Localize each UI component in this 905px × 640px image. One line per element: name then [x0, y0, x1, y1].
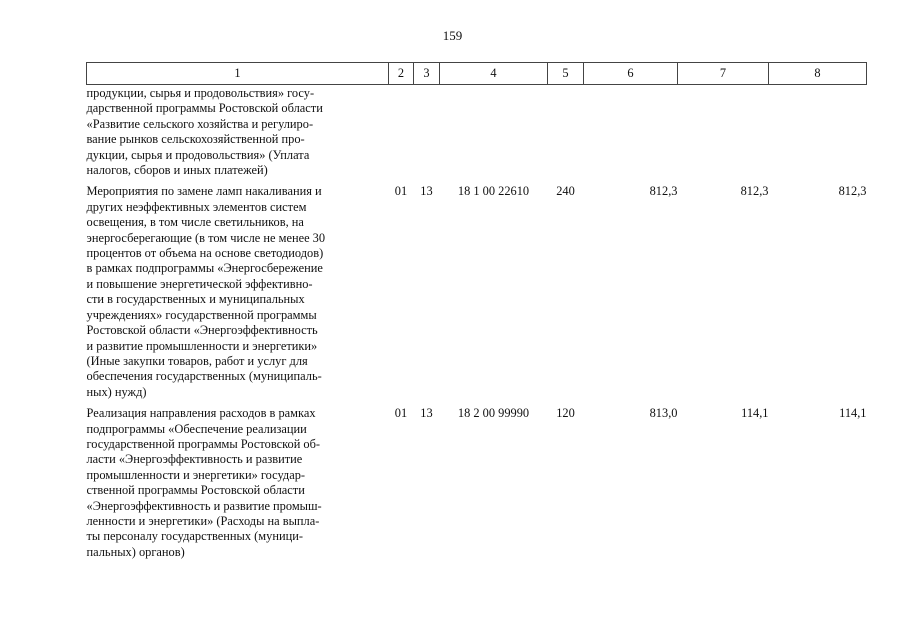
target-item-code: 18 2 00 99990	[457, 406, 530, 421]
amount-col-6: 812,3	[649, 184, 678, 199]
description-line: «Развитие сельского хозяйства и регулиро-	[86, 116, 314, 131]
subsection-code: 13	[420, 406, 433, 421]
section-code: 01	[394, 184, 408, 199]
page-number: 159	[442, 28, 463, 43]
description-line: ты персоналу государственных (муници-	[86, 529, 303, 544]
table-row	[87, 400, 867, 560]
table-row	[87, 85, 867, 179]
amount-col-7: 812,3	[740, 184, 769, 199]
row-description	[87, 178, 389, 400]
amount-col-7: 114,1	[741, 406, 769, 421]
section-code: 01	[394, 406, 408, 421]
table-row	[87, 178, 867, 400]
column-header-4: 4	[440, 63, 548, 85]
description-line: дарственной программы Ростовской области	[86, 101, 323, 116]
description-line: сти в государственных и муниципальных	[86, 292, 305, 307]
amount-col-7	[678, 85, 769, 179]
description-line: государственной программы Ростовской об-	[86, 436, 321, 451]
subsection-code	[414, 85, 440, 179]
description-line: «Энергоэффективность и развитие промыш-	[86, 498, 322, 513]
description-line: и развитие промышленности и энергетики»	[86, 338, 318, 353]
budget-table	[86, 62, 867, 560]
expense-type-code: 120	[556, 406, 575, 421]
description-line: пальных) органов)	[86, 544, 185, 559]
column-header-3: 3	[414, 63, 440, 85]
amount-col-8: 812,3	[838, 184, 867, 199]
description-line: ных) нужд)	[86, 384, 147, 399]
description-line: процентов от объема на основе светодиодов)	[86, 246, 324, 261]
description-line: учреждениях» государственной программы	[86, 307, 317, 322]
description-line: в рамках подпрограммы «Энергосбережение	[86, 261, 323, 276]
description-line: налогов, сборов и иных платежей)	[86, 163, 268, 178]
column-header-8: 8	[769, 63, 867, 85]
amount-col-6	[584, 85, 678, 179]
description-line: подпрограммы «Обеспечение реализации	[86, 421, 307, 436]
description-line: промышленности и энергетики» государ-	[86, 467, 306, 482]
description-line: энергосберегающие (в том числе не менее 30	[86, 230, 326, 245]
description-line: Мероприятия по замене ламп накаливания и	[86, 184, 322, 199]
description-line: Ростовской области «Энергоэффективность	[86, 323, 318, 338]
target-item-code: 18 1 00 22610	[457, 184, 530, 199]
expense-type-code: 240	[556, 184, 575, 199]
description-line: продукции, сырья и продовольствия» госу-	[86, 86, 315, 100]
description-line: освещения, в том числе светильников, на	[86, 215, 304, 230]
section-code	[389, 85, 414, 179]
column-number-header-row	[87, 63, 867, 85]
column-header-7: 7	[678, 63, 769, 85]
row-description	[87, 400, 389, 560]
subsection-code: 13	[420, 184, 433, 199]
description-line: вание рынков сельскохозяйственной про-	[86, 132, 305, 147]
description-line: других неэффективных элементов систем	[86, 199, 307, 214]
column-header-1: 1	[87, 63, 389, 85]
amount-col-6: 813,0	[649, 406, 678, 421]
amount-col-8	[769, 85, 867, 179]
column-header-2: 2	[389, 63, 414, 85]
column-header-5: 5	[548, 63, 584, 85]
row-description	[87, 85, 389, 179]
column-header-6: 6	[584, 63, 678, 85]
description-line: (Иные закупки товаров, работ и услуг для	[86, 353, 308, 368]
description-line: и повышение энергетической эффективно-	[86, 276, 313, 291]
description-line: дукции, сырья и продовольствия» (Уплата	[86, 147, 310, 162]
description-line: ласти «Энергоэффективность и развитие	[86, 452, 303, 467]
description-line: ственной программы Ростовской области	[86, 483, 305, 498]
target-item-code	[440, 85, 548, 179]
description-line: ленности и энергетики» (Расходы на выпла-	[86, 513, 320, 528]
expense-type-code	[548, 85, 584, 179]
description-line: Реализация направления расходов в рамках	[86, 406, 316, 421]
amount-col-8: 114,1	[839, 406, 867, 421]
description-line: обеспечения государственных (муниципаль-	[86, 369, 322, 384]
